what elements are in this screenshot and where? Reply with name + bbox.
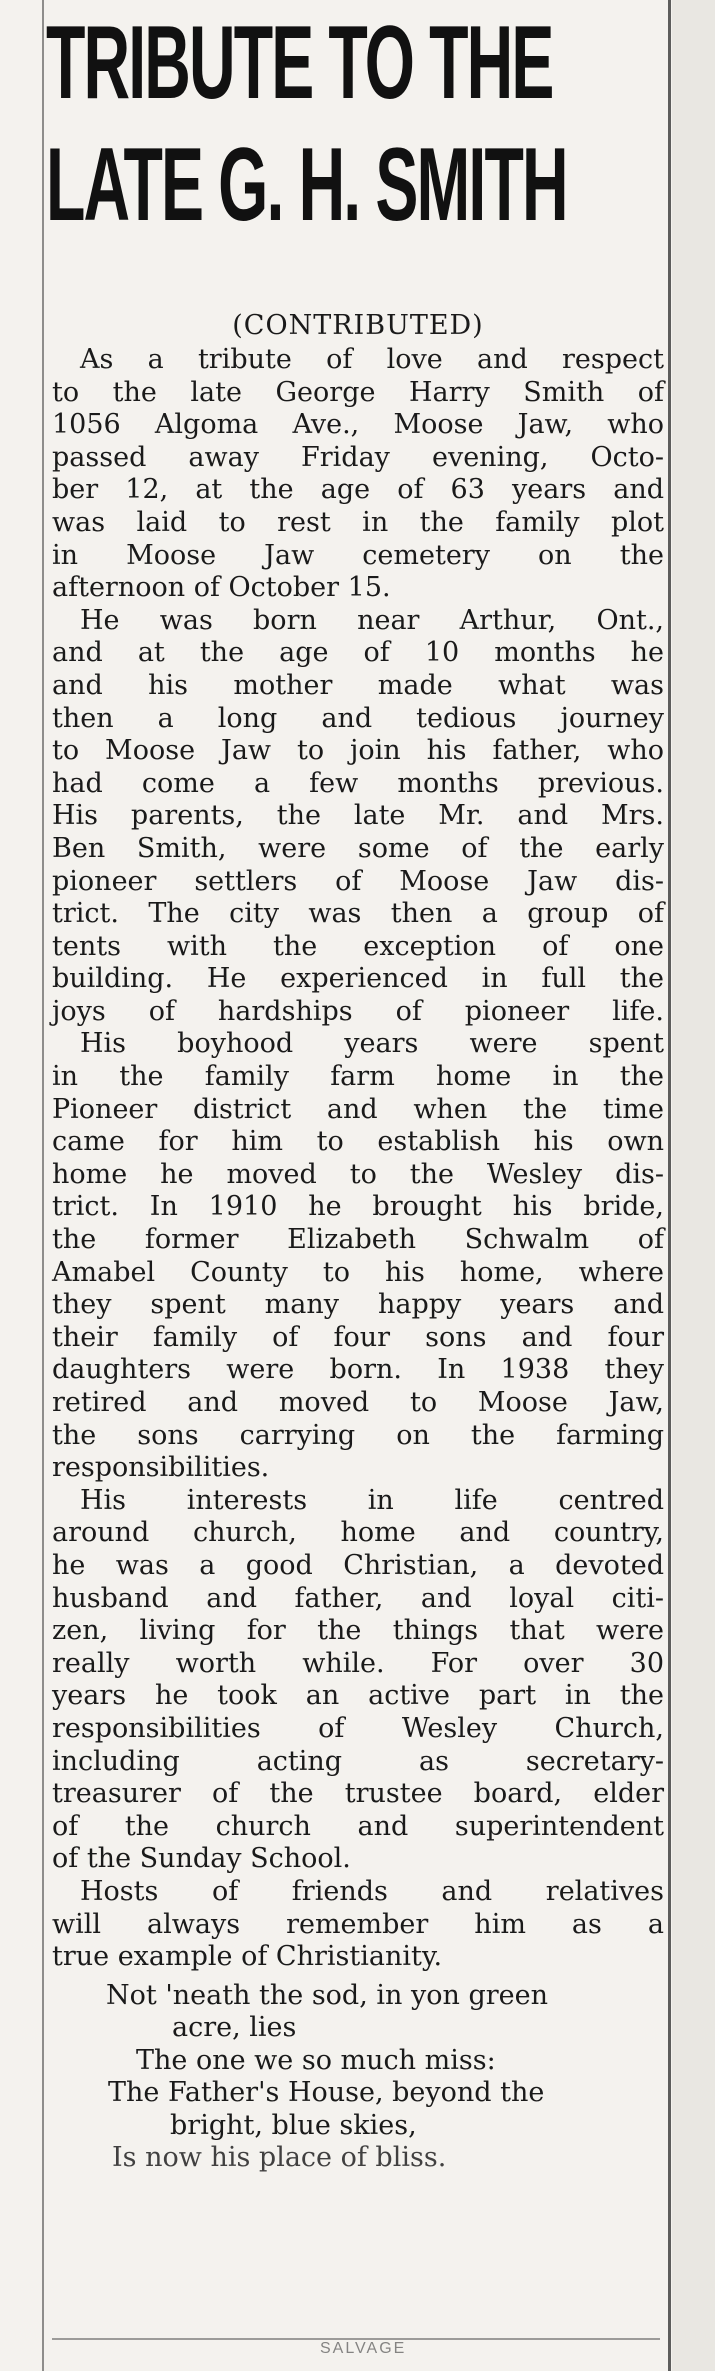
right-column-rule (668, 0, 671, 2371)
headline-line-2: LATE G. H. SMITH (46, 127, 567, 243)
text-line: Amabel County to his home, where (52, 1256, 664, 1288)
text-line: 1056 Algoma Ave., Moose Jaw, who (52, 409, 664, 441)
text-line: to the late George Harry Smith of (52, 376, 664, 408)
right-margin-strip (672, 0, 715, 2371)
text-line: husband and father, and loyal citi- (52, 1582, 664, 1614)
text-line: responsibilities of Wesley Church, (52, 1712, 664, 1744)
text-line: in the family farm home in the (52, 1061, 664, 1093)
text-line: ber 12, at the age of 63 years and (52, 474, 664, 506)
text-line: and at the age of 10 months he (52, 637, 664, 669)
text-line: tents with the exception of one (52, 930, 664, 962)
text-line: came for him to establish his own (52, 1126, 664, 1158)
text-line: was laid to rest in the family plot (52, 506, 664, 538)
text-line: the sons carrying on the farming (52, 1419, 664, 1451)
text-line: trict. In 1910 he brought his bride, (52, 1191, 664, 1223)
paragraph-5 (52, 1876, 664, 1974)
memorial-poem (52, 1980, 664, 2175)
text-line: including acting as secretary- (52, 1745, 664, 1777)
text-line: pioneer settlers of Moose Jaw dis- (52, 865, 664, 897)
text-line: daughters were born. In 1938 they (52, 1354, 664, 1386)
poem-line: bright, blue skies, (170, 2109, 417, 2141)
byline: (CONTRIBUTED) (232, 310, 484, 341)
article-body (52, 311, 664, 2175)
paragraph-4 (52, 1485, 664, 1876)
text-line: His boyhood years were spent (80, 1028, 664, 1060)
text-line: they spent many happy years and (52, 1289, 664, 1321)
text-line: really worth while. For over 30 (52, 1647, 664, 1679)
text-line: treasurer of the trustee board, elder (52, 1778, 664, 1810)
text-line: years he took an active part in the (52, 1680, 664, 1712)
text-line: he was a good Christian, a devoted (52, 1549, 664, 1581)
text-line: Pioneer district and when the time (52, 1093, 664, 1125)
text-line: then a long and tedious journey (52, 702, 664, 734)
text-line: passed away Friday evening, Octo- (52, 441, 664, 473)
text-line: building. He experienced in full the (52, 963, 664, 995)
text-line: true example of Christianity. (52, 1941, 443, 1973)
text-line: around church, home and country, (52, 1517, 664, 1549)
text-line: zen, living for the things that were (52, 1615, 664, 1647)
left-column-rule (42, 0, 44, 2371)
poem-line: The one we so much miss: (136, 2044, 496, 2076)
poem-line: The Father's House, beyond the (108, 2077, 545, 2109)
text-line: the former Elizabeth Schwalm of (52, 1224, 664, 1256)
text-line: in Moose Jaw cemetery on the (52, 539, 664, 571)
text-line: His parents, the late Mr. and Mrs. (52, 800, 664, 832)
text-line: joys of hardships of pioneer life. (52, 995, 664, 1027)
text-line: He was born near Arthur, Ont., (80, 604, 664, 636)
poem-line: acre, lies (172, 2012, 297, 2044)
text-line: responsibilities. (52, 1452, 270, 1484)
text-line: their family of four sons and four (52, 1321, 664, 1353)
headline (46, 2, 567, 246)
paragraph-2 (52, 605, 664, 1029)
text-line: of the Sunday School. (52, 1843, 351, 1875)
text-line: had come a few months previous. (52, 767, 664, 799)
paragraph-3 (52, 1028, 664, 1484)
text-line: trict. The city was then a group of (52, 898, 664, 930)
text-line: Hosts of friends and relatives (80, 1875, 664, 1907)
text-line: His interests in life centred (80, 1484, 664, 1516)
text-line: afternoon of October 15. (52, 572, 391, 604)
text-line: retired and moved to Moose Jaw, (52, 1387, 664, 1418)
text-line: will always remember him as a (52, 1908, 664, 1940)
text-line: As a tribute of love and respect (80, 344, 664, 375)
headline-line-1: TRIBUTE TO THE (46, 5, 553, 121)
text-line: and his mother made what was (52, 669, 664, 701)
poem-line: Not 'neath the sod, in yon green (106, 1979, 549, 2011)
paragraph-1 (52, 344, 664, 605)
footer-mark: SALVAGE (320, 2340, 407, 2357)
text-line: Ben Smith, were some of the early (52, 832, 664, 864)
poem-line: Is now his place of bliss. (112, 2142, 447, 2174)
text-line: to Moose Jaw to join his father, who (52, 735, 664, 767)
text-line: home he moved to the Wesley dis- (52, 1158, 664, 1190)
text-line: of the church and superintendent (52, 1810, 664, 1842)
